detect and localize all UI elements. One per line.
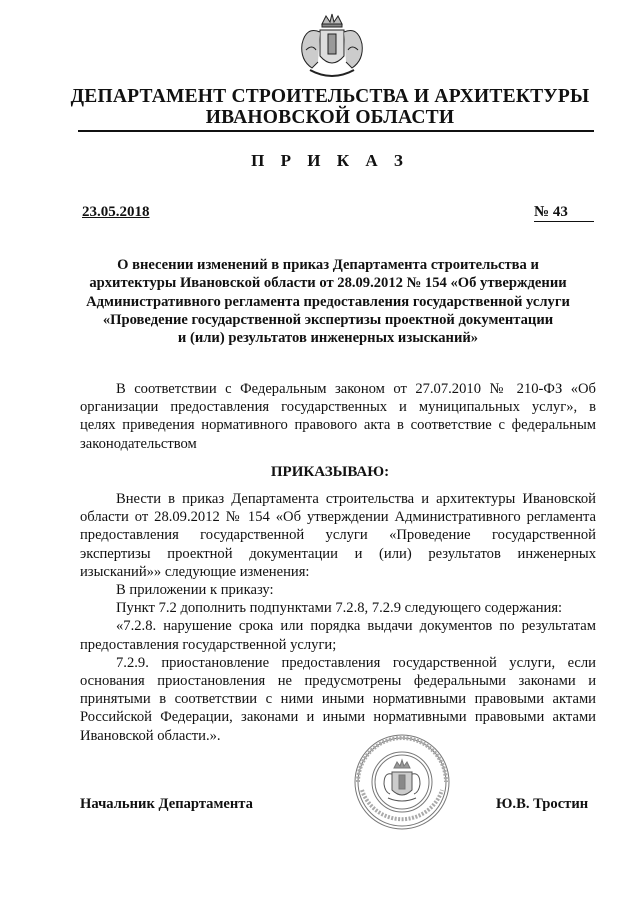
body-line: Российской Федерации, законами и иными нормативными правовыми актами (80, 709, 596, 726)
subject-line: «Проведение государственной экспертизы проектной документации (102, 311, 554, 328)
body-line: Внести в приказ Департамента строительства и архитектуры Ивановской (116, 491, 596, 507)
preamble-line: законодательством (80, 435, 197, 452)
coat-of-arms-icon (292, 10, 372, 82)
header-divider (78, 130, 594, 132)
official-seal-icon (352, 732, 452, 832)
body-line: Ивановской области.». (80, 727, 221, 744)
subject-line: и (или) результатов инженерных изысканий» (177, 330, 479, 347)
body-line: области от 28.09.2012 № 154 «Об утверждении Административного регламента (80, 509, 596, 526)
order-date: 23.05.2018 (82, 204, 150, 220)
preamble-line: организации предоставления государственных и муниципальных услуг», в (80, 399, 596, 416)
body-line: экспертизы проектной документации и (или) результатов инженерных (80, 545, 596, 562)
preamble-paragraph (80, 380, 596, 453)
department-name-line2: ИВАНОВСКОЙ ОБЛАСТИ (205, 107, 455, 128)
body-line: принятыми в соответствии с ними иными нормативными правовыми актами (80, 691, 596, 708)
subject-line: О внесении изменений в приказ Департамента строительства и (117, 257, 539, 273)
body-line: В приложении к приказу: (116, 582, 274, 599)
department-name-line1: ДЕПАРТАМЕНТ СТРОИТЕЛЬСТВА И АРХИТЕКТУРЫ (70, 86, 590, 107)
body-line: основания приостановления не предусмотрены федеральными законами и (80, 673, 596, 690)
body-line: Пункт 7.2 дополнить подпунктами 7.2.8, 7.2.9 следующего содержания: (116, 600, 563, 617)
subject-line: Административного регламента предоставления государственной услуги (86, 293, 570, 310)
body-paragraphs (80, 490, 596, 745)
order-number: № 43 (534, 203, 594, 222)
body-line: «7.2.8. нарушение срока или порядка выдачи документов по результатам (116, 618, 596, 635)
command-heading: ПРИКАЗЫВАЮ: (270, 464, 390, 480)
signatory-position: Начальник Департамента (80, 796, 253, 812)
preamble-line: целях приведения нормативного правового акта в соответствие с федеральным (80, 417, 596, 434)
body-line: 7.2.9. приостановление предоставления государственной услуги, если (116, 654, 596, 671)
body-line: предоставления государственной услуги; (80, 636, 337, 653)
body-line: предоставления государственной услуги «Проведение государственной (80, 527, 596, 544)
signatory-name: Ю.В. Тростин (496, 796, 589, 812)
document-type: П Р И К А З (251, 151, 409, 170)
body-line: изысканий»» следующие изменения: (80, 563, 310, 580)
subject-line: архитектуры Ивановской области от 28.09.2012 № 154 «Об утверждении (89, 275, 567, 292)
order-subject (80, 256, 576, 347)
preamble-line: В соответствии с Федеральным законом от 27.07.2010 № 210-ФЗ «Об (116, 381, 596, 397)
